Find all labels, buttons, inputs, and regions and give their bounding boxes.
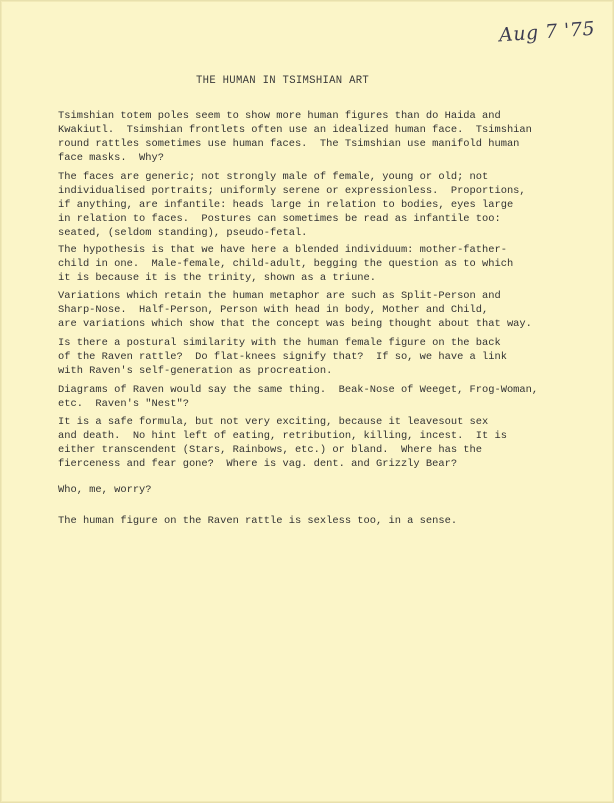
paragraph-5: Is there a postural similarity with the human female figure on the back of the Raven rattle? Do flat-knees signify that? If so, we have a link with Raven's self-generation as procreation.	[58, 337, 507, 377]
paragraph-9: The human figure on the Raven rattle is sexless too, in a sense.	[58, 515, 458, 527]
paragraph-8: Who, me, worry?	[58, 484, 152, 496]
paragraph-7: It is a safe formula, but not very exciting, because it leavesout sex and death. No hint left of eating, retribution, killing, incest. It is either transcendent (Stars, Rainbows, etc.) or bland. Where has the fierceness and fear gone? Where is vag. dent. and Grizzly Bear?	[58, 416, 507, 470]
paragraph-3: The hypothesis is that we have here a blended individuum: mother-father- child in one. Male-female, child-adult, begging the question as to which it is because it is the trinity, shown as a triune.	[58, 244, 514, 284]
paragraph-2: The faces are generic; not strongly male of female, young or old; not individualised portraits; uniformly serene or expressionless. Proportions, if anything, are infantile: heads large in relation to bodies, eyes large in relation to faces. Postures can sometimes be read as infantile too: seated, (seldom standing), pseudo-fetal.	[58, 171, 526, 239]
paragraph-6: Diagrams of Raven would say the same thing. Beak-Nose of Weeget, Frog-Woman, etc. Raven's "Nest"?	[58, 384, 539, 410]
paragraph-4: Variations which retain the human metaphor are such as Split-Person and Sharp-Nose. Half-Person, Person with head in body, Mother and Child, are variations which show that the concept was being thought about that way.	[58, 290, 532, 330]
paragraph-1: Tsimshian totem poles seem to show more human figures than do Haida and Kwakiutl. Tsimshian frontlets often use an idealized human face. Tsimshian round rattles sometimes use human faces. The Tsimshian use manifold human face masks. Why?	[58, 110, 532, 164]
document-title: THE HUMAN IN TSIMSHIAN ART	[196, 75, 370, 87]
handwritten-date: Aug 7 '75	[498, 17, 596, 47]
